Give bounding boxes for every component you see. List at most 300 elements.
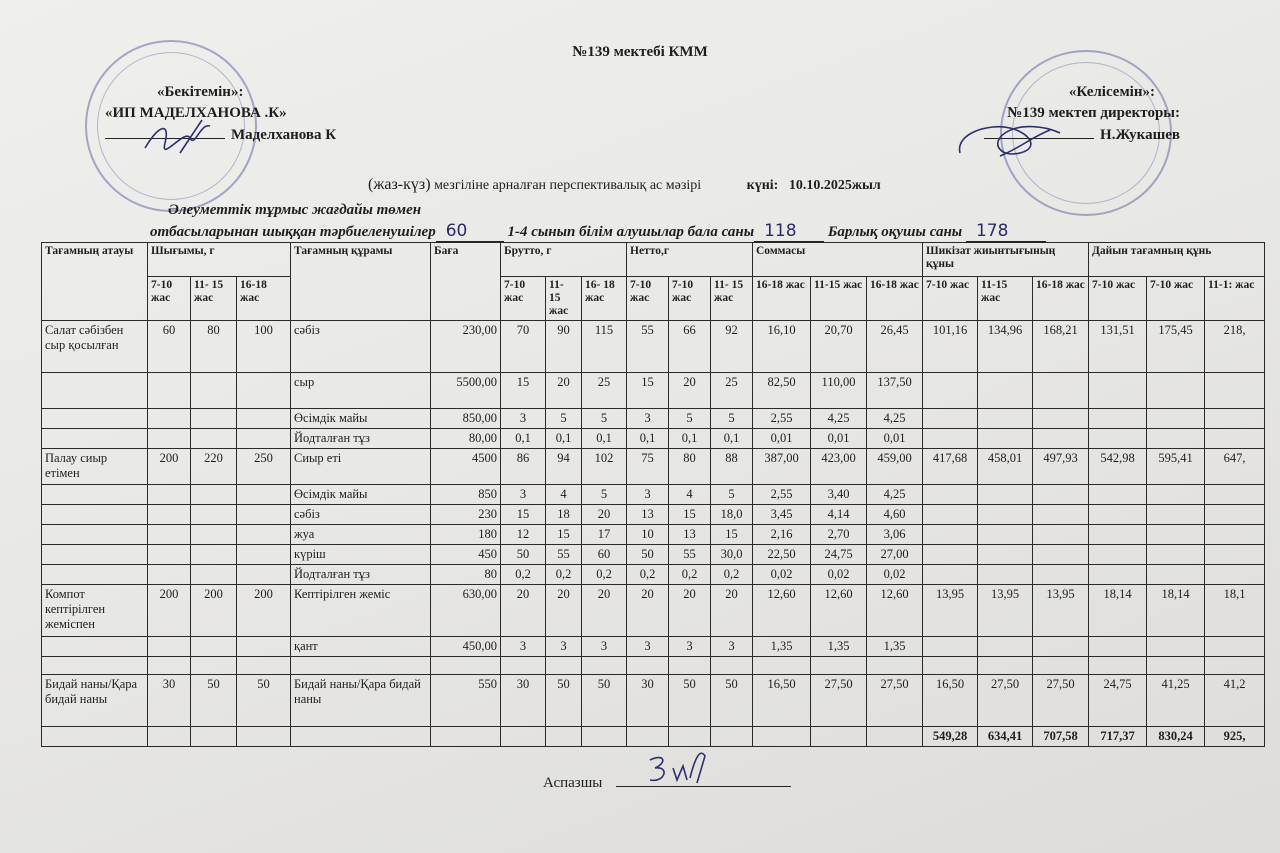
gross-cell: 20	[501, 585, 546, 637]
net-cell: 50	[669, 675, 711, 727]
header-net: Нетто,г	[627, 243, 753, 277]
sum-cell: 423,00	[811, 449, 867, 485]
price-cell: 630,00	[431, 585, 501, 637]
ready-cost-cell	[1089, 409, 1147, 429]
total-ready-cost-cell: 925,	[1205, 727, 1265, 747]
yield-cell	[237, 545, 291, 565]
ready-cost-cell	[1205, 545, 1265, 565]
raw-cost-cell	[923, 565, 978, 585]
yield-cell	[237, 637, 291, 657]
cook-signature-icon	[645, 748, 715, 788]
net-cell	[627, 657, 669, 675]
price-cell: 230,00	[431, 321, 501, 373]
raw-cost-cell: 27,50	[1033, 675, 1089, 727]
empty-cell	[191, 727, 237, 747]
subheader-yield-2: 16-18 жас	[237, 277, 291, 321]
empty-cell	[431, 727, 501, 747]
sum-cell: 27,00	[867, 545, 923, 565]
gross-cell	[546, 657, 582, 675]
sum-cell: 1,35	[811, 637, 867, 657]
raw-cost-cell: 134,96	[978, 321, 1033, 373]
net-cell: 88	[711, 449, 753, 485]
dish-name-cell	[42, 657, 148, 675]
price-cell: 5500,00	[431, 373, 501, 409]
net-cell: 0,1	[669, 429, 711, 449]
net-cell: 3	[627, 637, 669, 657]
ingredient-cell: жуа	[291, 525, 431, 545]
gross-cell: 70	[501, 321, 546, 373]
empty-cell	[627, 727, 669, 747]
menu-table-body	[42, 321, 1265, 747]
net-cell: 15	[627, 373, 669, 409]
ingredient-cell	[291, 657, 431, 675]
net-cell: 3	[627, 409, 669, 429]
ready-cost-cell: 18,14	[1147, 585, 1205, 637]
subheader-net-1: 7-10 жас	[669, 277, 711, 321]
table-row	[42, 429, 1265, 449]
menu-title-line	[368, 176, 881, 194]
table-row	[42, 657, 1265, 675]
yield-cell	[148, 637, 191, 657]
price-cell: 4500	[431, 449, 501, 485]
subheader-raw-cost-0: 7-10 жас	[923, 277, 978, 321]
gross-cell: 3	[501, 637, 546, 657]
sum-cell: 16,10	[753, 321, 811, 373]
raw-cost-cell	[1033, 657, 1089, 675]
sum-cell: 12,60	[753, 585, 811, 637]
raw-cost-cell	[978, 373, 1033, 409]
yield-cell	[237, 505, 291, 525]
ready-cost-cell	[1147, 565, 1205, 585]
agree-position: №139 мектеп директоры:	[1007, 105, 1180, 121]
gross-cell: 15	[501, 505, 546, 525]
dish-name-cell: Палау сиыр етімен	[42, 449, 148, 485]
ingredient-cell: Кептірілген жеміс	[291, 585, 431, 637]
total-raw-cost-cell: 549,28	[923, 727, 978, 747]
sum-cell: 1,35	[867, 637, 923, 657]
ready-cost-cell	[1205, 373, 1265, 409]
raw-cost-cell	[923, 485, 978, 505]
total-raw-cost-cell: 634,41	[978, 727, 1033, 747]
gross-cell: 0,2	[582, 565, 627, 585]
price-cell: 550	[431, 675, 501, 727]
low-income-label: отбасыларынан шыққан тәрбиеленушілер	[150, 224, 436, 240]
price-cell: 450	[431, 545, 501, 565]
gross-cell: 102	[582, 449, 627, 485]
sum-cell: 0,01	[867, 429, 923, 449]
yield-cell	[237, 373, 291, 409]
ready-cost-cell	[1205, 525, 1265, 545]
header-yield: Шығымы, г	[148, 243, 291, 277]
gross-cell: 30	[501, 675, 546, 727]
sum-cell: 12,60	[867, 585, 923, 637]
price-cell: 230	[431, 505, 501, 525]
ready-cost-cell	[1205, 657, 1265, 675]
dish-name-cell	[42, 485, 148, 505]
ready-cost-cell	[1205, 637, 1265, 657]
price-cell: 850	[431, 485, 501, 505]
sum-cell: 2,55	[753, 409, 811, 429]
table-row	[42, 449, 1265, 485]
raw-cost-cell: 13,95	[923, 585, 978, 637]
gross-cell: 18	[546, 505, 582, 525]
net-cell: 3	[627, 485, 669, 505]
ready-cost-cell: 41,2	[1205, 675, 1265, 727]
raw-cost-cell: 13,95	[978, 585, 1033, 637]
gross-cell: 50	[501, 545, 546, 565]
yield-cell: 80	[191, 321, 237, 373]
yield-cell	[237, 657, 291, 675]
raw-cost-cell	[1033, 505, 1089, 525]
ready-cost-cell	[1147, 637, 1205, 657]
sum-cell: 24,75	[811, 545, 867, 565]
yield-cell	[191, 657, 237, 675]
raw-cost-cell	[978, 505, 1033, 525]
yield-cell	[148, 373, 191, 409]
ready-cost-cell	[1205, 409, 1265, 429]
sum-cell: 0,01	[811, 429, 867, 449]
ready-cost-cell	[1147, 657, 1205, 675]
gross-cell	[501, 657, 546, 675]
sum-cell: 110,00	[811, 373, 867, 409]
net-cell: 5	[711, 485, 753, 505]
yield-cell: 200	[191, 585, 237, 637]
empty-cell	[582, 727, 627, 747]
subheader-yield-1: 11- 15 жас	[191, 277, 237, 321]
ingredient-cell: Йодталған тұз	[291, 565, 431, 585]
yield-cell	[148, 485, 191, 505]
date-label: күні:	[746, 178, 779, 193]
table-row	[42, 485, 1265, 505]
raw-cost-cell	[923, 657, 978, 675]
yield-cell: 50	[237, 675, 291, 727]
empty-cell	[148, 727, 191, 747]
sum-cell: 2,55	[753, 485, 811, 505]
header-sum: Соммасы	[753, 243, 923, 277]
net-cell: 0,1	[711, 429, 753, 449]
raw-cost-cell: 417,68	[923, 449, 978, 485]
empty-cell	[753, 727, 811, 747]
gross-cell	[582, 657, 627, 675]
raw-cost-cell	[1033, 429, 1089, 449]
ready-cost-cell	[1147, 373, 1205, 409]
dish-name-cell: Салат сәбізбен сыр қосылған	[42, 321, 148, 373]
subheader-gross-2: 16- 18 жас	[582, 277, 627, 321]
raw-cost-cell: 13,95	[1033, 585, 1089, 637]
net-cell: 0,2	[627, 565, 669, 585]
net-cell: 0,2	[711, 565, 753, 585]
season-label: (жаз-күз)	[368, 176, 431, 193]
empty-cell	[237, 727, 291, 747]
net-cell: 15	[711, 525, 753, 545]
ready-cost-cell: 131,51	[1089, 321, 1147, 373]
ready-cost-cell	[1089, 657, 1147, 675]
price-cell: 450,00	[431, 637, 501, 657]
net-cell: 50	[711, 675, 753, 727]
ready-cost-cell	[1147, 525, 1205, 545]
empty-cell	[669, 727, 711, 747]
approve-label: «Бекітемін»:	[157, 84, 244, 100]
dish-name-cell	[42, 505, 148, 525]
ingredient-cell: Өсімдік майы	[291, 485, 431, 505]
yield-cell	[191, 637, 237, 657]
sum-cell: 3,06	[867, 525, 923, 545]
ready-cost-cell	[1205, 485, 1265, 505]
agree-name: Н.Жукашев	[1100, 127, 1180, 143]
subheader-ready-cost-1: 7-10 жас	[1147, 277, 1205, 321]
yield-cell	[148, 505, 191, 525]
raw-cost-cell	[923, 637, 978, 657]
empty-cell	[501, 727, 546, 747]
yield-cell	[237, 565, 291, 585]
yield-cell	[191, 545, 237, 565]
social-line-2	[150, 221, 1046, 242]
net-cell: 30	[627, 675, 669, 727]
ready-cost-cell	[1147, 429, 1205, 449]
sum-cell: 20,70	[811, 321, 867, 373]
yield-cell	[237, 429, 291, 449]
price-cell: 80,00	[431, 429, 501, 449]
ready-cost-cell	[1147, 505, 1205, 525]
raw-cost-cell	[923, 505, 978, 525]
grade-count: 118	[754, 221, 824, 242]
table-row	[42, 585, 1265, 637]
sum-cell: 3,40	[811, 485, 867, 505]
yield-cell	[237, 409, 291, 429]
yield-cell	[237, 525, 291, 545]
raw-cost-cell	[1033, 409, 1089, 429]
net-cell: 5	[711, 409, 753, 429]
gross-cell: 0,2	[501, 565, 546, 585]
raw-cost-cell	[923, 525, 978, 545]
ready-cost-cell	[1205, 565, 1265, 585]
raw-cost-cell	[978, 485, 1033, 505]
dish-name-cell	[42, 409, 148, 429]
subheader-row	[42, 277, 1265, 321]
ready-cost-cell	[1147, 545, 1205, 565]
subheader-raw-cost-1: 11-15 жас	[978, 277, 1033, 321]
yield-cell	[191, 373, 237, 409]
net-cell	[669, 657, 711, 675]
empty-cell	[711, 727, 753, 747]
table-row	[42, 373, 1265, 409]
net-cell: 25	[711, 373, 753, 409]
sum-cell: 12,60	[811, 585, 867, 637]
dish-name-cell	[42, 373, 148, 409]
sum-cell: 4,14	[811, 505, 867, 525]
yield-cell: 250	[237, 449, 291, 485]
total-ready-cost-cell: 830,24	[1147, 727, 1205, 747]
net-cell	[711, 657, 753, 675]
grade-label: 1-4 сынып білім алушылар бала саны	[507, 224, 755, 240]
yield-cell	[191, 525, 237, 545]
date-value: 10.10.2025жыл	[788, 178, 881, 193]
ready-cost-cell: 542,98	[1089, 449, 1147, 485]
subheader-gross-1: 11- 15 жас	[546, 277, 582, 321]
gross-cell: 20	[546, 585, 582, 637]
sum-cell: 137,50	[867, 373, 923, 409]
table-row	[42, 321, 1265, 373]
yield-cell: 200	[148, 449, 191, 485]
ingredient-cell: қант	[291, 637, 431, 657]
table-row	[42, 637, 1265, 657]
net-cell: 55	[627, 321, 669, 373]
gross-cell: 20	[582, 585, 627, 637]
yield-cell: 60	[148, 321, 191, 373]
gross-cell: 15	[546, 525, 582, 545]
gross-cell: 20	[582, 505, 627, 525]
header-dish-name: Тағамның атауы	[42, 243, 148, 321]
ready-cost-cell: 647,	[1205, 449, 1265, 485]
table-row	[42, 409, 1265, 429]
gross-cell: 90	[546, 321, 582, 373]
raw-cost-cell: 458,01	[978, 449, 1033, 485]
raw-cost-cell	[1033, 485, 1089, 505]
sum-cell: 4,25	[867, 409, 923, 429]
gross-cell: 0,1	[546, 429, 582, 449]
ingredient-cell: Өсімдік майы	[291, 409, 431, 429]
ready-cost-cell: 24,75	[1089, 675, 1147, 727]
ingredient-cell: Бидай наны/Қара бидай наны	[291, 675, 431, 727]
gross-cell: 115	[582, 321, 627, 373]
raw-cost-cell	[1033, 565, 1089, 585]
agree-signature-icon	[950, 118, 1070, 163]
ingredient-cell: сыр	[291, 373, 431, 409]
subheader-ready-cost-0: 7-10 жас	[1089, 277, 1147, 321]
sum-cell: 1,35	[753, 637, 811, 657]
raw-cost-cell	[978, 409, 1033, 429]
totals-row	[42, 727, 1265, 747]
ready-cost-cell	[1089, 373, 1147, 409]
approve-org: «ИП МАДЕЛХАНОВА .К»	[105, 105, 287, 121]
gross-cell: 5	[546, 409, 582, 429]
yield-cell	[148, 525, 191, 545]
table-row	[42, 505, 1265, 525]
ready-cost-cell	[1205, 429, 1265, 449]
net-cell: 15	[669, 505, 711, 525]
gross-cell: 55	[546, 545, 582, 565]
ready-cost-cell: 18,14	[1089, 585, 1147, 637]
sum-cell: 4,60	[867, 505, 923, 525]
yield-cell	[191, 565, 237, 585]
total-ready-cost-cell: 717,37	[1089, 727, 1147, 747]
ingredient-cell: Йодталған тұз	[291, 429, 431, 449]
net-cell: 10	[627, 525, 669, 545]
gross-cell: 3	[546, 637, 582, 657]
ready-cost-cell	[1089, 429, 1147, 449]
gross-cell: 0,1	[582, 429, 627, 449]
sum-cell: 22,50	[753, 545, 811, 565]
net-cell: 0,2	[669, 565, 711, 585]
table-row	[42, 525, 1265, 545]
gross-cell: 20	[546, 373, 582, 409]
gross-cell: 3	[501, 409, 546, 429]
subheader-sum-1: 11-15 жас	[811, 277, 867, 321]
menu-table	[41, 242, 1265, 747]
yield-cell	[191, 485, 237, 505]
price-cell	[431, 657, 501, 675]
net-cell: 18,0	[711, 505, 753, 525]
gross-cell: 86	[501, 449, 546, 485]
net-cell: 5	[669, 409, 711, 429]
sum-cell: 27,50	[811, 675, 867, 727]
gross-cell: 0,1	[501, 429, 546, 449]
raw-cost-cell	[923, 409, 978, 429]
menu-title: мезгіліне арналған перспективалық ас мәзірі	[434, 178, 702, 193]
net-cell: 55	[669, 545, 711, 565]
raw-cost-cell: 27,50	[978, 675, 1033, 727]
raw-cost-cell	[923, 545, 978, 565]
header-gross: Брутто, г	[501, 243, 627, 277]
subheader-net-2: 11- 15 жас	[711, 277, 753, 321]
sum-cell: 459,00	[867, 449, 923, 485]
empty-cell	[291, 727, 431, 747]
empty-cell	[546, 727, 582, 747]
gross-cell: 4	[546, 485, 582, 505]
subheader-gross-0: 7-10 жас	[501, 277, 546, 321]
net-cell: 3	[669, 637, 711, 657]
dish-name-cell	[42, 637, 148, 657]
school-title: №139 мектебі КММ	[572, 44, 708, 60]
header-raw-cost: Шикізат жиынтығының құны	[923, 243, 1089, 277]
raw-cost-cell	[978, 429, 1033, 449]
ready-cost-cell	[1147, 409, 1205, 429]
sum-cell: 0,02	[867, 565, 923, 585]
empty-cell	[867, 727, 923, 747]
yield-cell	[148, 409, 191, 429]
yield-cell	[148, 429, 191, 449]
yield-cell	[148, 545, 191, 565]
sum-cell: 2,16	[753, 525, 811, 545]
empty-cell	[42, 727, 148, 747]
price-cell: 180	[431, 525, 501, 545]
ready-cost-cell	[1205, 505, 1265, 525]
ready-cost-cell	[1147, 485, 1205, 505]
subheader-sum-0: 16-18 жас	[753, 277, 811, 321]
dish-name-cell	[42, 545, 148, 565]
empty-cell	[811, 727, 867, 747]
yield-cell	[148, 657, 191, 675]
sum-cell: 0,02	[753, 565, 811, 585]
sum-cell: 16,50	[753, 675, 811, 727]
total-raw-cost-cell: 707,58	[1033, 727, 1089, 747]
table-row	[42, 675, 1265, 727]
raw-cost-cell: 16,50	[923, 675, 978, 727]
raw-cost-cell	[1033, 637, 1089, 657]
raw-cost-cell	[978, 525, 1033, 545]
raw-cost-cell	[923, 373, 978, 409]
social-line-1: Әлеуметтік тұрмыс жағдайы төмен	[168, 202, 422, 218]
yield-cell: 100	[237, 321, 291, 373]
net-cell: 0,1	[627, 429, 669, 449]
raw-cost-cell: 497,93	[1033, 449, 1089, 485]
sum-cell: 26,45	[867, 321, 923, 373]
sum-cell: 82,50	[753, 373, 811, 409]
dish-name-cell: Компот кептірілген жеміспен	[42, 585, 148, 637]
raw-cost-cell	[978, 657, 1033, 675]
ready-cost-cell	[1089, 545, 1147, 565]
cook-label: Аспазшы	[543, 775, 603, 791]
low-income-count: 60	[436, 221, 504, 242]
subheader-yield-0: 7-10 жас	[148, 277, 191, 321]
ready-cost-cell	[1089, 505, 1147, 525]
sum-cell: 0,01	[753, 429, 811, 449]
dish-name-cell	[42, 565, 148, 585]
net-cell: 50	[627, 545, 669, 565]
sum-cell	[753, 657, 811, 675]
ready-cost-cell: 41,25	[1147, 675, 1205, 727]
dish-name-cell	[42, 525, 148, 545]
